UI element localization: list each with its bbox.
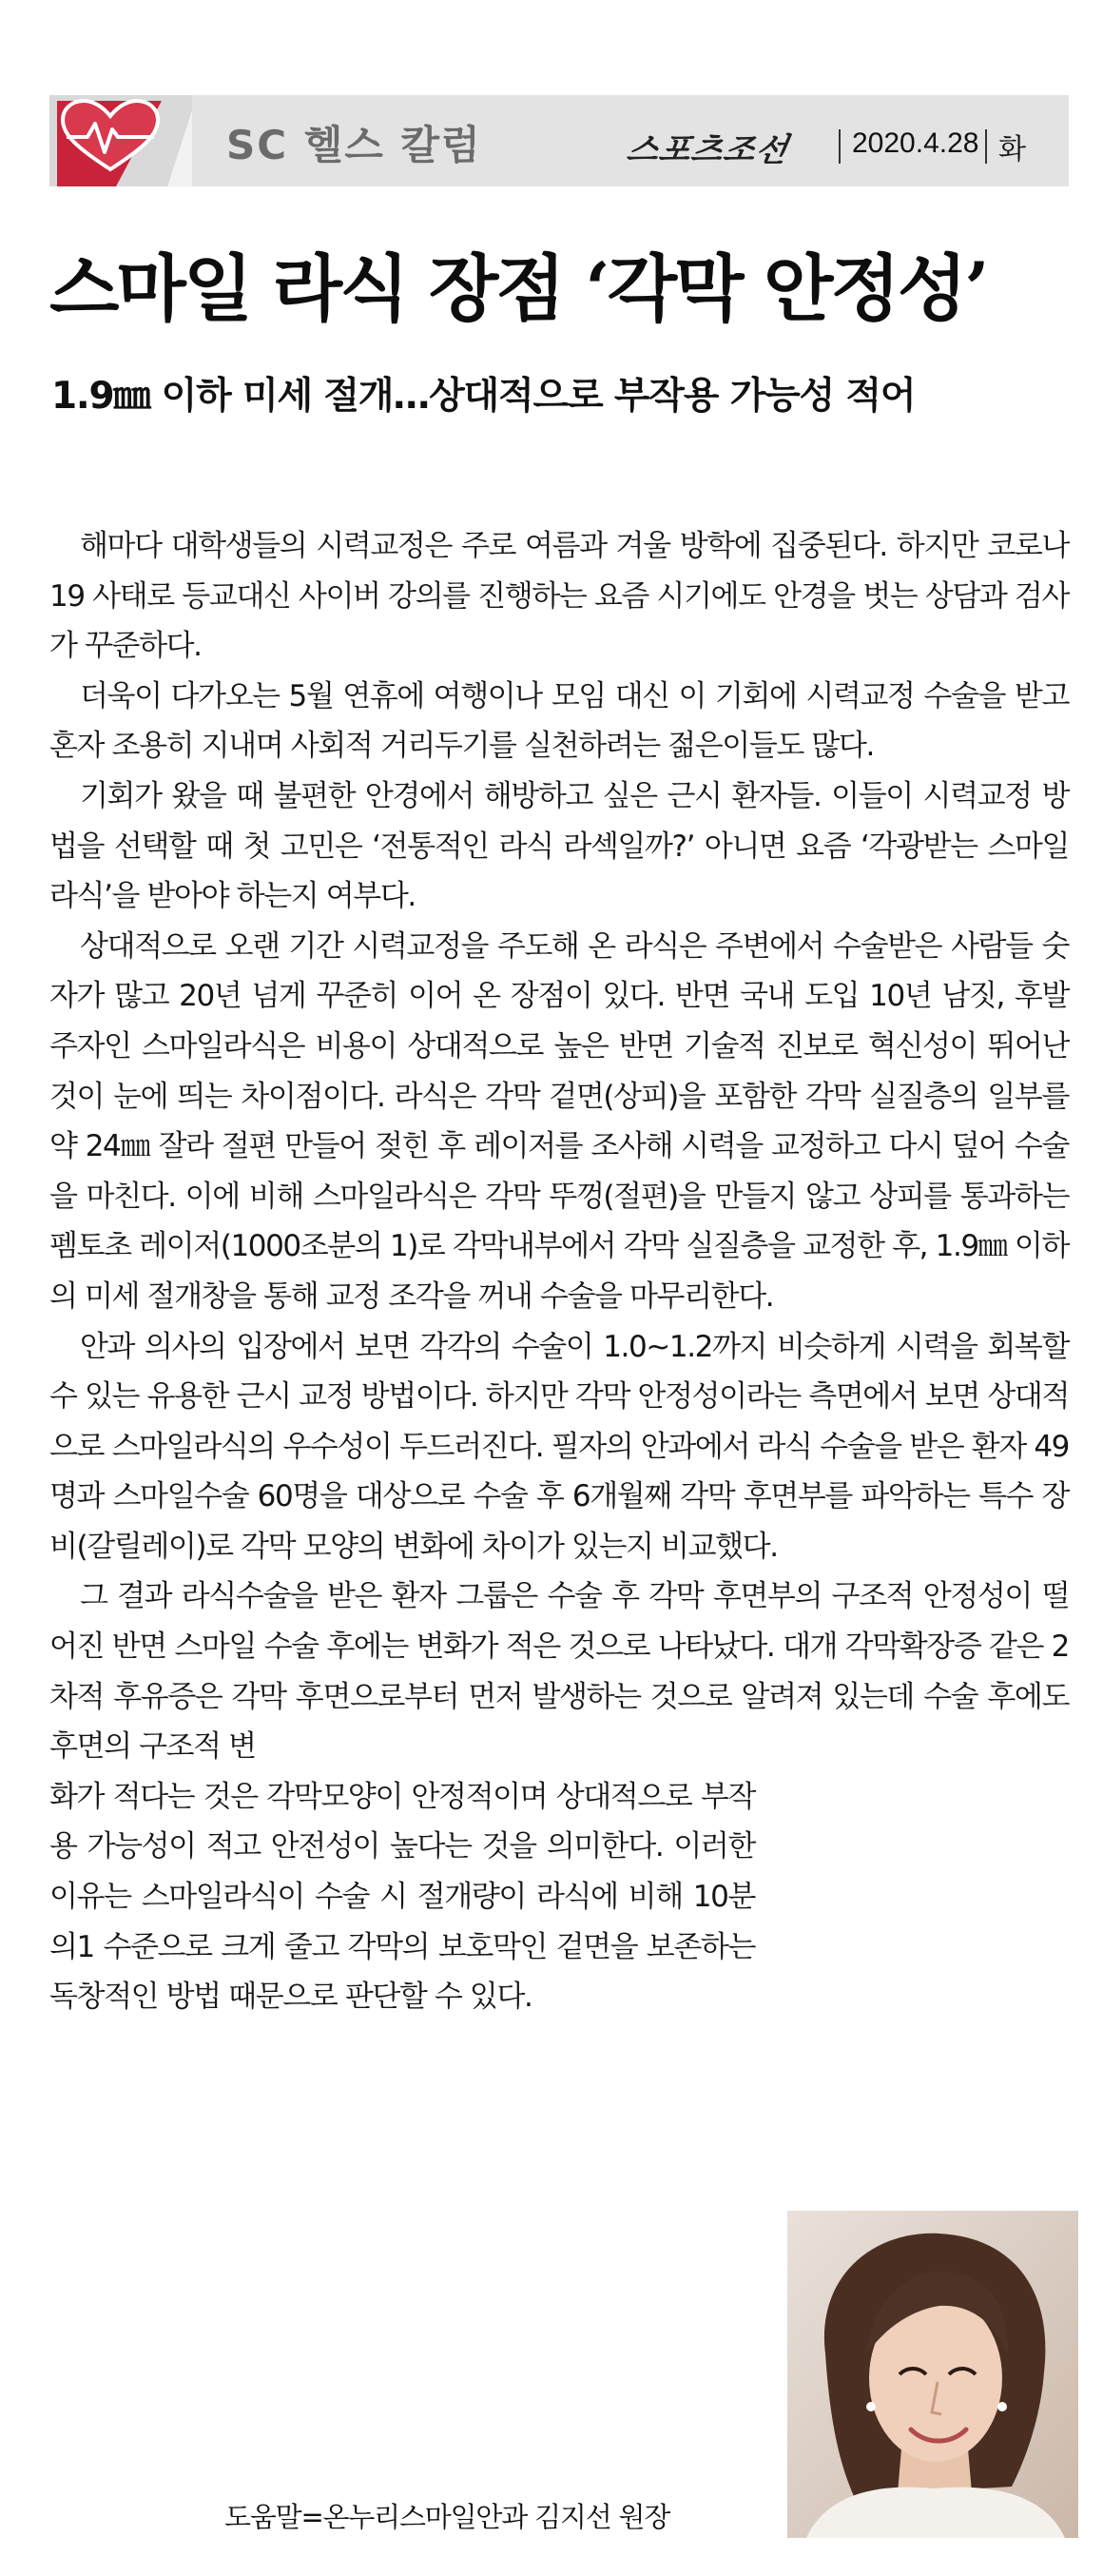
body-paragraph: 안과 의사의 입장에서 보면 각각의 수술이 1.0~1.2까지 비슷하게 시력을 회복할 수 있는 유용한 근시 교정 방법이다. 하지만 각막 안정성이라는 측면에서 보면 상대적으로 스마일라식의 우수성이 두드러진다. 필자의 안과에서 라식 수술을 받은 환자 49명과 스마일수술 60명을 대상으로 수술 후 6개월째 각막 후면부를 파악하는 특수 장비(갈릴레이)로 각막 모양의 변화에 차이가 있는지 비교했다. [49, 1329, 1070, 1564]
body-paragraph-continued: 화가 적다는 것은 각막모양이 안정적이며 상대적으로 부작용 가능성이 적고 안전성이 높다는 것을 의미한다. 이러한 이유는 스마일라식이 수술 시 절개량이 라식에 비해 10분의1 수준으로 크게 줄고 각막의 보호막인 겉면을 보존하는 독창적인 방법 때문으로 판단할 수 있다. [49, 1779, 755, 2015]
article-subheadline: 1.9㎜ 이하 미세 절개…상대적으로 부작용 가능성 적어 [51, 375, 916, 418]
body-paragraph: 해마다 대학생들의 시력교정은 주로 여름과 겨울 방학에 집중된다. 하지만 코로나19 사태로 등교대신 사이버 강의를 진행하는 요즘 시기에도 안경을 벗는 상담과 검사가 꾸준하다. [49, 529, 1069, 664]
header-divider [985, 129, 987, 164]
publication-day: 화 [998, 133, 1026, 166]
header-divider [839, 129, 841, 164]
body-paragraph: 상대적으로 오랜 기간 시력교정을 주도해 온 라식은 주변에서 수술받은 사람들 숫자가 많고 20년 넘게 꾸준히 이어 온 장점이 있다. 반면 국내 도입 10년 남짓, 후발 주자인 스마일라식은 비용이 상대적으로 높은 반면 기술적 진보로 혁신성이 뛰어난 것이 눈에 띄는 차이점이다. 라식은 각막 겉면(상피)을 포함한 각막 실질층의 일부를 약 24㎜ 잘라 절편 만들어 젖힌 후 레이저를 조사해 시력을 교정하고 다시 덮어 수술을 마친다. 이에 비해 스마일라식은 각막 뚜껑(절편)을 만들지 않고 상피를 통과하는 펨토초 레이저(1000조분의 1)로 각막내부에서 각막 실질층을 교정한 후, 1.9㎜ 이하의 미세 절개창을 통해 교정 조각을 꺼내 수술을 마무리한다. [49, 928, 1069, 1314]
article-body [49, 521, 1069, 2022]
body-paragraph: 더욱이 다가오는 5월 연휴에 여행이나 모임 대신 이 기회에 시력교정 수술을 받고 혼자 조용히 지내며 사회적 거리두기를 실천하려는 젊은이들도 많다. [49, 678, 1069, 764]
heart-pulse-icon [49, 95, 192, 186]
photo-caption: 도움말=온누리스마일안과 김지선 원장 [224, 2501, 670, 2533]
article-headline: 스마일 라식 장점 ‘각막 안정성’ [49, 246, 987, 331]
body-paragraph: 그 결과 라식수술을 받은 환자 그룹은 수술 후 각막 후면부의 구조적 안정성이 떨어진 반면 스마일 수술 후에는 변화가 적은 것으로 나타났다. 대개 각막확장증 같은 2차적 후유증은 각막 후면으로부터 먼저 발생하는 것으로 알려져 있는데 수술 후에도 후면의 구조적 변 [49, 1579, 1069, 1765]
publication-date: 2020.4.28 [852, 127, 979, 159]
newspaper-logo: 스포츠조선 [623, 131, 792, 169]
column-name: SC 헬스 칼럼 [226, 122, 482, 168]
author-photo [787, 2211, 1078, 2538]
body-paragraph: 기회가 왔을 때 불편한 안경에서 해방하고 싶은 근시 환자들. 이들이 시력교정 방법을 선택할 때 첫 고민은 ‘전통적인 라식 라섹일까?’ 아니면 요즘 ‘각광받는 스마일라식’을 받아야 하는지 여부다. [49, 778, 1069, 914]
